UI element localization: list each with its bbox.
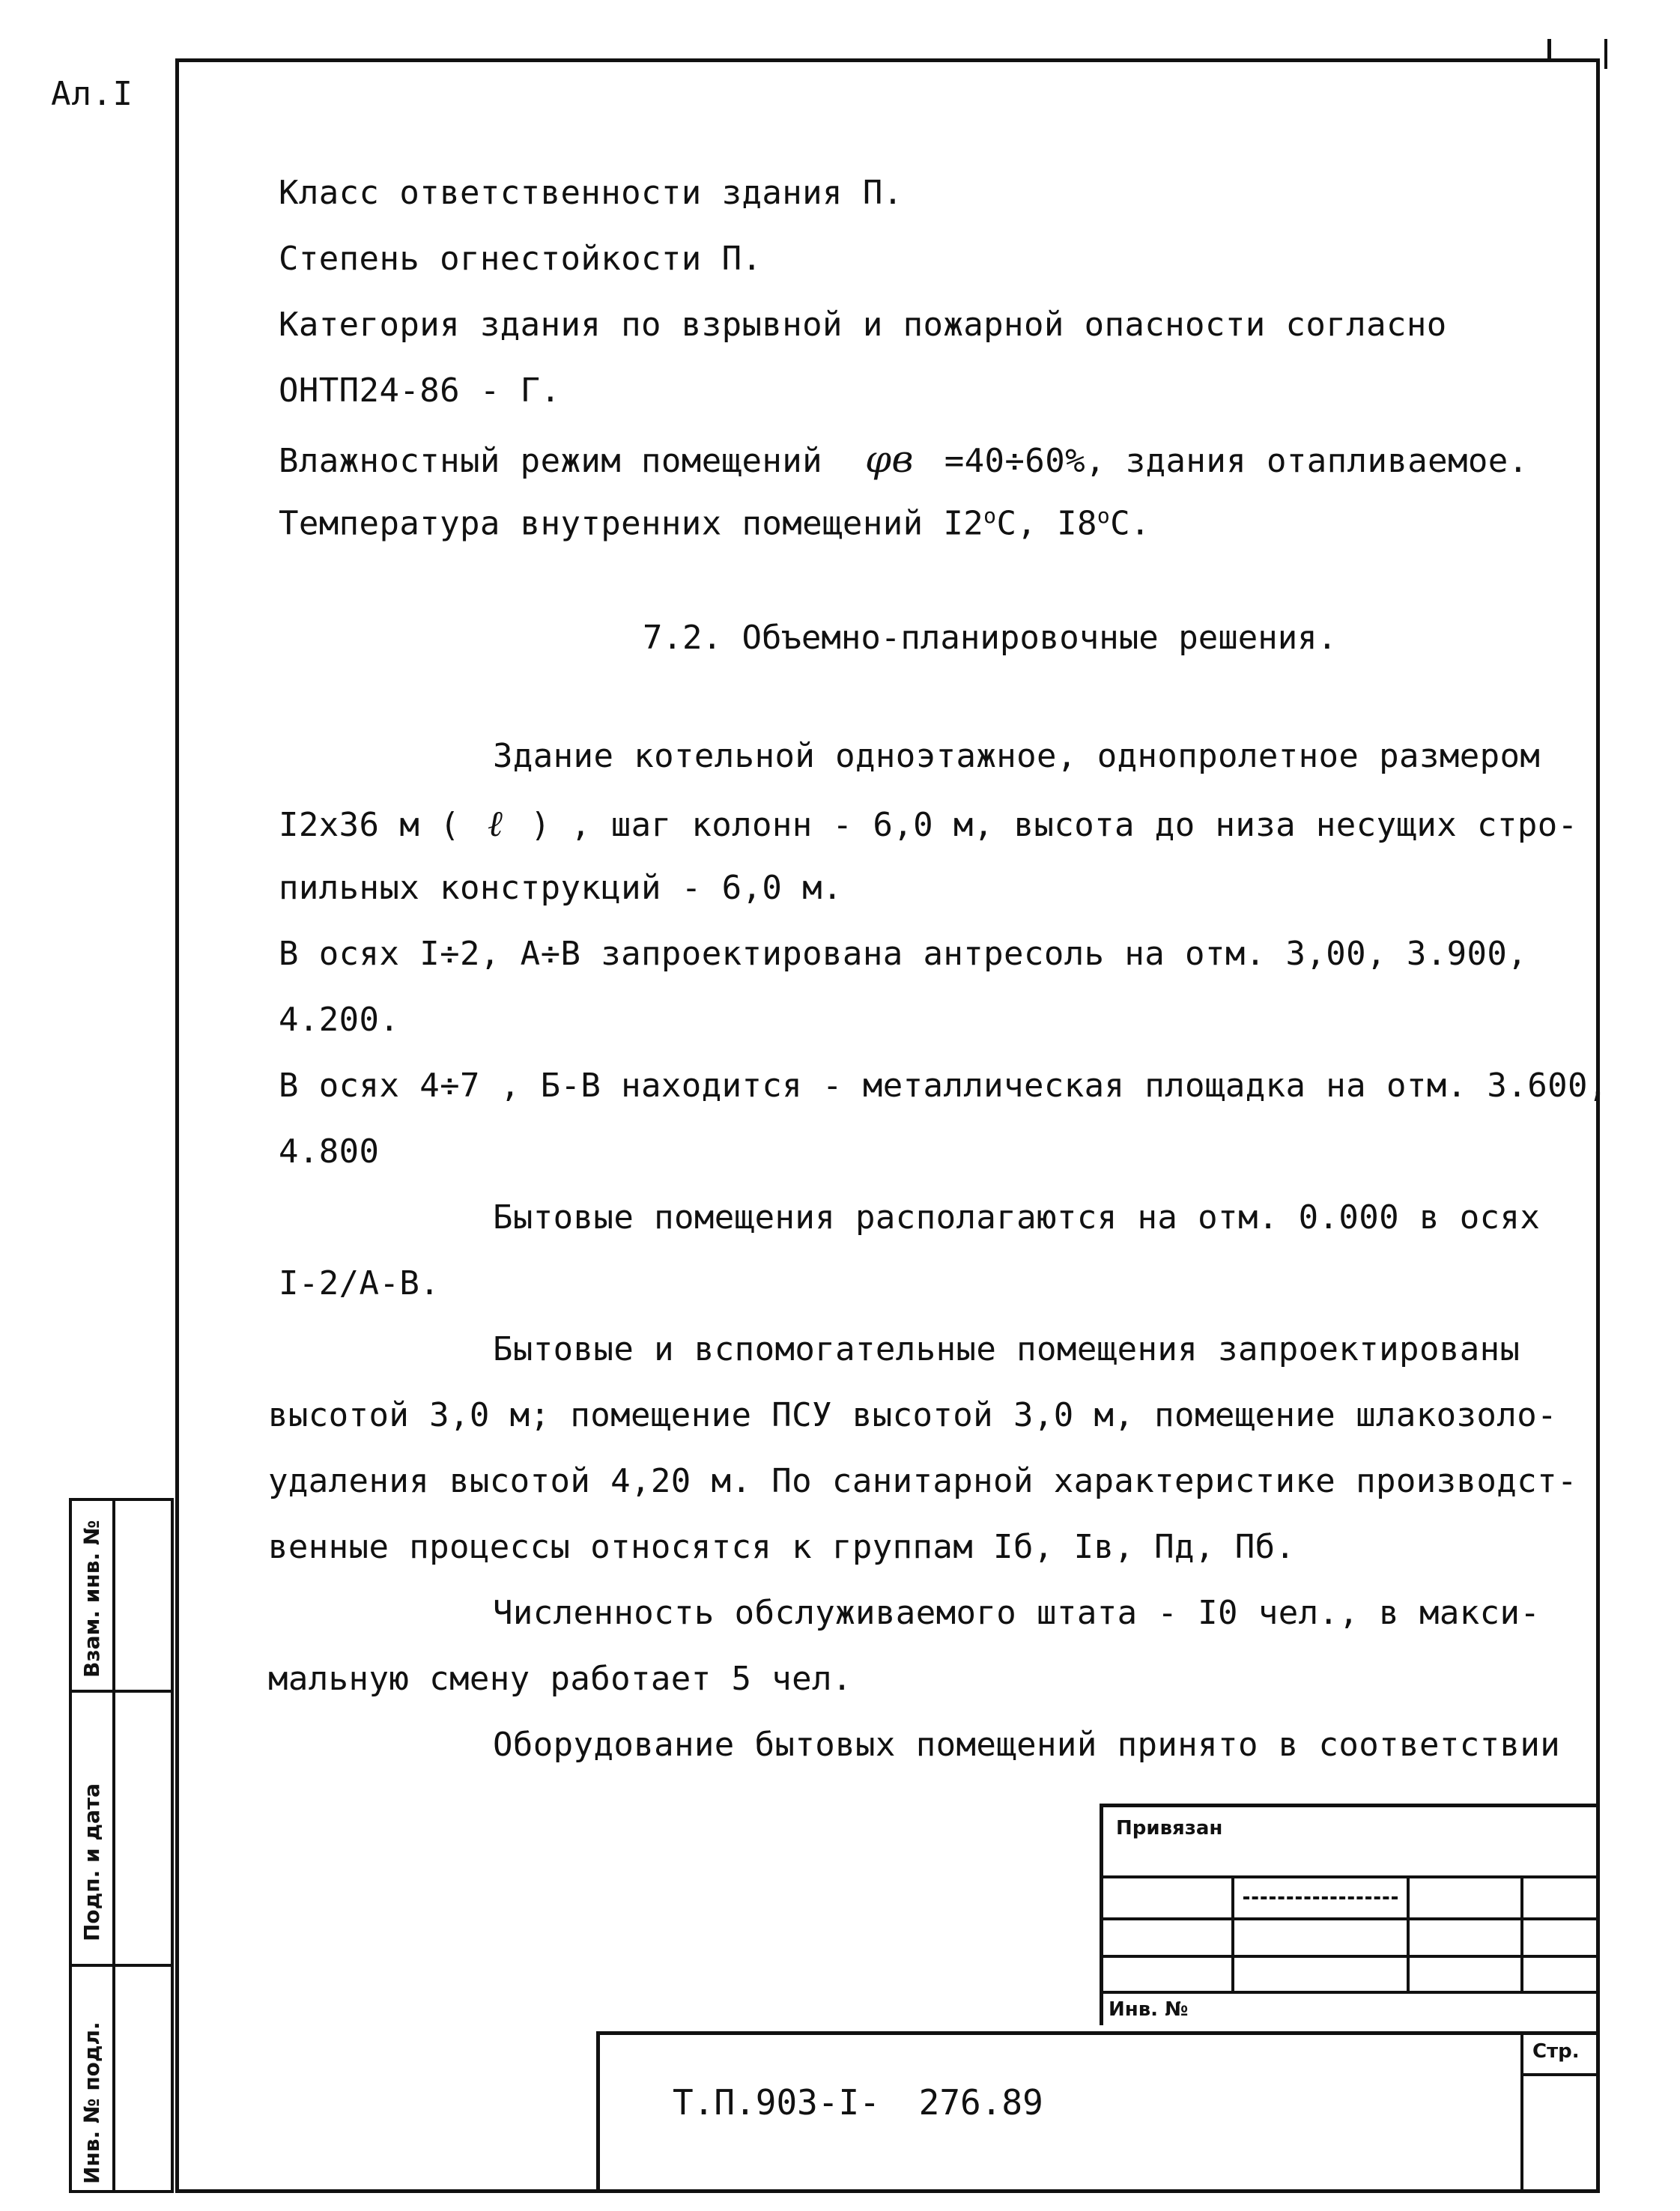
temperature-label: Температура внутренних помещений I2 — [279, 504, 984, 543]
document-number-series: Т.П.903-I- — [673, 2082, 880, 2123]
degree-mark: o — [983, 503, 997, 528]
sheet-label: Ал.I — [51, 75, 133, 113]
binding-row-line — [1100, 1917, 1600, 1920]
humidity-label: Влажностный режим помещений — [279, 442, 823, 480]
text-line-platform-level: 4.800 — [279, 1132, 380, 1171]
frame-tick-mark — [1547, 39, 1551, 61]
text-line-fire-resistance: Степень огнестойкости П. — [279, 240, 762, 278]
text-line-responsibility-class: Класс ответственности здания П. — [279, 174, 903, 212]
text-line-building: Здание котельной одноэтажное, однопролетное размером — [493, 737, 1541, 775]
side-label-signature-date: Подп. и дата — [79, 1783, 104, 1941]
text-line-room-heights: высотой 3,0 м; помещение ПСУ высотой 3,0 м, помещение шлакозоло- — [268, 1396, 1557, 1434]
binding-col-line — [1407, 1875, 1410, 1991]
side-strip-row-divider — [69, 1964, 174, 1967]
binding-dashed-line — [1243, 1896, 1398, 1899]
inventory-number-label: Инв. № — [1109, 1998, 1189, 2021]
binding-col-line — [1231, 1875, 1234, 1991]
document-number — [673, 2082, 1043, 2123]
text-line-temperature — [279, 503, 1150, 543]
degree-mark: o — [1097, 503, 1111, 528]
temperature-end: C. — [1110, 504, 1150, 543]
text-line-process-groups: венные процессы относятся к группам Iб, Iв, Пд, Пб. — [268, 1528, 1296, 1566]
side-strip-row-divider — [69, 1690, 174, 1693]
text-line-dimensions — [279, 803, 1578, 845]
text-line-mezzanine: В осях I÷2, А÷В запроектирована антресоль на отм. 3,00, 3.900, — [279, 935, 1528, 973]
side-strip-divider — [112, 1498, 115, 2193]
humidity-value: =40÷60%, здания отапливаемое. — [944, 442, 1529, 480]
text-line-platform: В осях 4÷7 , Б-В находится - металлическая площадка на отм. 3.600, — [279, 1067, 1608, 1105]
text-line-shift: мальную смену работает 5 чел. — [268, 1660, 852, 1698]
text-line-category-code: ОНТП24-86 - Г. — [279, 371, 561, 410]
text-line-structures: пильных конструкций - 6,0 м. — [279, 869, 843, 907]
phi-symbol: φв — [864, 437, 914, 481]
ell-symbol: ℓ — [487, 803, 503, 845]
text-line-amenity-rooms: Бытовые помещения располагаются на отм. 0.000 в осях — [493, 1198, 1541, 1237]
text-line-humidity — [279, 437, 1529, 481]
binding-row-line — [1100, 1875, 1600, 1878]
text-line-amenity-axes: I-2/А-В. — [279, 1264, 440, 1302]
side-label-original-inventory: Инв. № подл. — [79, 2022, 104, 2184]
binding-row-line — [1100, 1991, 1600, 1994]
binding-row-line — [1100, 1955, 1600, 1958]
text-line-category: Категория здания по взрывной и пожарной опасности согласно — [279, 306, 1447, 344]
binding-label: Привязан — [1116, 1817, 1223, 1840]
text-line-staff: Численность обслуживаемого штата - I0 чел., в макси- — [493, 1594, 1541, 1632]
frame-tick-mark-right — [1604, 39, 1607, 69]
document-number-code: 276.89 — [918, 2082, 1043, 2123]
dimensions-end: ) , шаг колонн - 6,0 м, высота до низа несущих стро- — [530, 806, 1578, 844]
text-line-auxiliary-rooms: Бытовые и вспомогательные помещения запроектированы — [493, 1330, 1520, 1368]
page-label: Стр. — [1532, 2040, 1580, 2063]
text-line-equipment: Оборудование бытовых помещений принято в соответствии — [493, 1726, 1561, 1764]
text-line-sanitary: удаления высотой 4,20 м. По санитарной характеристике производст- — [268, 1462, 1577, 1500]
binding-col-line — [1520, 1875, 1523, 1991]
page-cell-line — [1520, 2073, 1600, 2076]
dimensions-start: I2x36 м ( — [279, 806, 461, 844]
title-block-divider — [1520, 2031, 1523, 2193]
side-label-replacement-inventory: Взам. инв. № — [79, 1520, 104, 1678]
temperature-value-2: C, I8 — [996, 504, 1097, 543]
section-heading: 7.2. Объемно-планировочные решения. — [643, 619, 1338, 657]
text-line-mezzanine-level: 4.200. — [279, 1001, 400, 1039]
